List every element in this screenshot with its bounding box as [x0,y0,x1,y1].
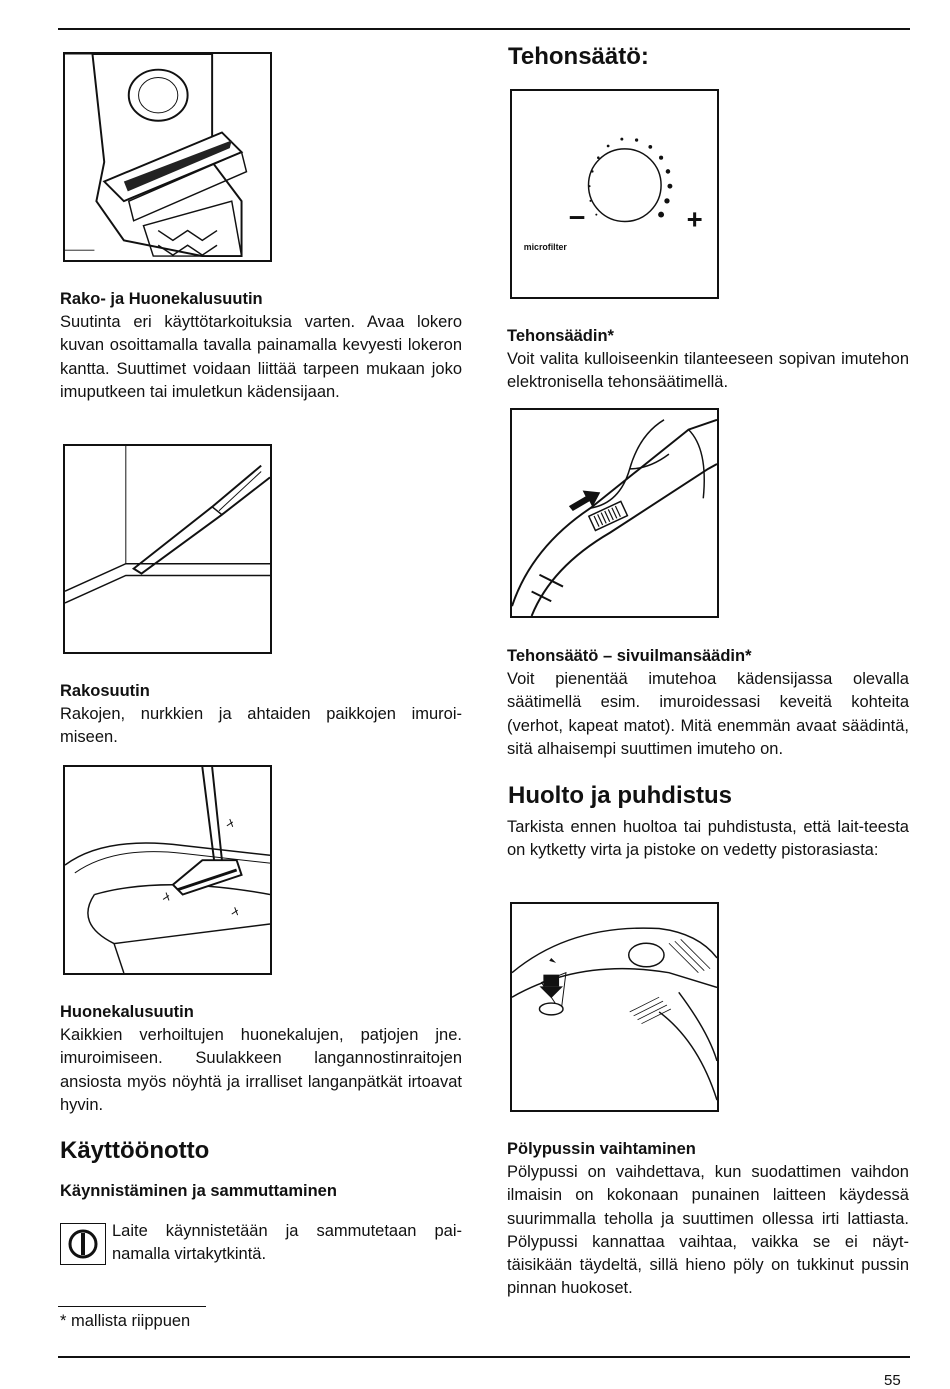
section-title-kayttoonotto: Käyttöönotto [60,1137,210,1164]
figure-air-regulator [510,408,719,618]
figure-upholstery-tool [63,765,272,975]
section-body: Pölypussi on vaihdettava, kun suodattimen vaihdon ilmaisin on kokonaan punainen laitteen käydessä suurimmalla teholla ja suuttimen ollessa irti lattiasta. Pölypussi kannattaa vaihtaa, vaikka se ei näyt-täisikään täydeltä, sillä hieno pöly on tukkinut pussin pinnan huokoset. [507,1163,909,1298]
upholstery-tool-illustration [65,767,270,973]
section-sivuilmansaadin [507,645,909,761]
section-heading: Tehonsäätö – sivuilmansäädin* [507,647,752,665]
section-tehonsaadin [507,325,909,395]
brand-label: microfilter [523,241,567,252]
dustbag-indicator-illustration [512,904,717,1110]
section-title-huolto: Huolto ja puhdistus [508,782,732,809]
power-button-icon [60,1223,106,1265]
figure-power-dial [510,89,719,299]
figure-crevice-tool [63,444,272,654]
dial-plus-label: + [686,203,703,235]
section-huolto [507,816,909,863]
section-body: Kaikkien verhoiltujen huonekalujen, patjojen jne. imuroimiseen. Suulakkeen langannostinraitojen ansiosta myös nöyhtä ja irralliset langanpätkät irtoavat hyvin. [60,1026,462,1114]
top-rule [58,28,910,30]
figure-accessory-compartment [63,52,272,262]
section-heading: Tehonsäädin* [507,327,614,345]
section-huonekalusuutin [60,1001,462,1117]
section-heading: Huonekalusuutin [60,1003,194,1021]
figure-dustbag-indicator [510,902,719,1112]
power-dial-illustration [512,91,717,297]
section-heading: Pölypussin vaihtaminen [507,1140,696,1158]
section-kaynnistaminen [60,1180,462,1283]
air-regulator-illustration [512,410,717,616]
section-rako-huonekalu [60,288,462,404]
section-body: Voit pienentää imutehoa kädensijassa olevalla säätimellä esim. imuroidessasi keveitä kohteita (verhot, kapeat matot). Mitä enemmän avaat säädintä, sitä alhaisempi suuttimen imuteho on. [507,670,909,758]
section-heading: Käynnistäminen ja sammuttaminen [60,1182,337,1200]
section-title-tehonsaato: Tehonsäätö: [508,43,649,70]
section-body: Suutinta eri käyttötarkoituksia varten. Avaa lokero kuvan osoittamalla tavalla painamalla kevyesti lokeron kantta. Suuttimet voidaan liittää tarpeen mukaan joko imuputkeen tai imuletkun kädensijaan. [60,313,462,401]
section-rakosuutin [60,680,462,750]
dial-minus-label: – [568,199,586,233]
footnote-rule [58,1306,206,1307]
section-body: Voit valita kulloiseenkin tilanteeseen sopivan imutehon elektronisella tehonsäätimellä. [507,350,909,392]
section-polypussi [507,1138,909,1301]
crevice-tool-illustration [65,446,270,652]
footnote: * mallista riippuen [60,1312,191,1330]
page-number: 55 [884,1372,901,1389]
bottom-rule [58,1356,910,1358]
section-body: Tarkista ennen huoltoa tai puhdistusta, että lait-teesta on kytketty virta ja pistoke on vedetty pistorasiasta: [507,818,909,860]
power-instruction [60,1220,462,1267]
section-heading: Rakosuutin [60,682,150,700]
section-body: Rakojen, nurkkien ja ahtaiden paikkojen imuroi-miseen. [60,705,462,747]
section-body: Laite käynnistetään ja sammutetaan pai-namalla virtakytkintä. [112,1221,462,1263]
accessory-compartment-illustration [65,54,270,260]
section-heading: Rako- ja Huonekalusuutin [60,290,263,308]
